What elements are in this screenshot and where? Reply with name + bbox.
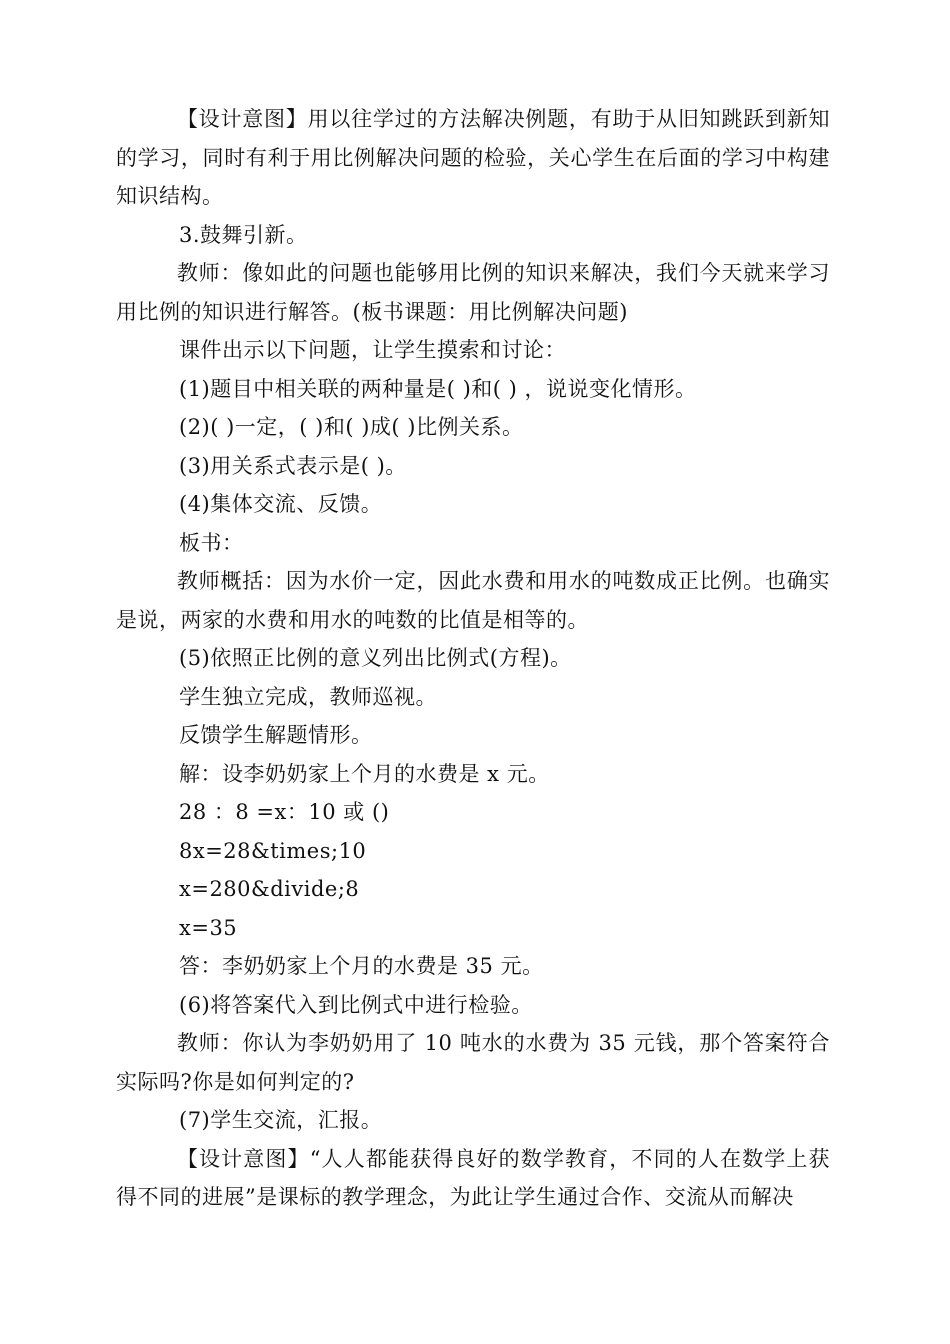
paragraph-board-note: 板书： bbox=[179, 530, 244, 555]
paragraph-courseware: 课件出示以下问题，让学生摸索和讨论： bbox=[179, 338, 566, 362]
paragraph-equation-result: x=35 bbox=[179, 915, 238, 940]
paragraph-solution-setup: 解：设李奶奶家上个月的水费是 x 元。 bbox=[179, 761, 550, 786]
paragraph-design-intent-1: 【设计意图】用以往学过的方法解决例题，有助于从旧知跳跃到新知的学习，同时有利于用比例解决问题的检验，关心学生在后面的学习中构建知识结构。 bbox=[116, 107, 830, 208]
paragraph-question-5: (5)依照正比例的意义列出比例式(方程)。 bbox=[179, 646, 572, 670]
paragraph-answer: 答：李奶奶家上个月的水费是 35 元。 bbox=[179, 954, 544, 978]
paragraph-question-6: (6)将答案代入到比例式中进行检验。 bbox=[179, 992, 533, 1017]
paragraph-equation-times: 8x=28&times;10 bbox=[179, 838, 367, 863]
paragraph-question-4: (4)集体交流、反馈。 bbox=[179, 492, 383, 516]
paragraph-equation-divide: x=280&divide;8 bbox=[179, 877, 360, 901]
paragraph-teacher-check: 教师：你认为李奶奶用了 10 吨水的水费为 35 元钱，那个答案符合实际吗?你是如何判定的? bbox=[116, 1031, 830, 1094]
document-body bbox=[116, 100, 830, 1217]
paragraph-feedback: 反馈学生解题情形。 bbox=[179, 723, 373, 747]
paragraph-question-2: (2)( )一定，( )和( )成( )比例关系。 bbox=[179, 415, 524, 439]
paragraph-students-solve: 学生独立完成，教师巡视。 bbox=[179, 684, 437, 709]
paragraph-question-1: (1)题目中相关联的两种量是( )和( ) ，说说变化情形。 bbox=[179, 376, 697, 401]
paragraph-question-3: (3)用关系式表示是( )。 bbox=[179, 453, 407, 478]
paragraph-teacher-summary: 教师概括：因为水价一定，因此水费和用水的吨数成正比例。也确实是说，两家的水费和用水的吨数的比值是相等的。 bbox=[116, 569, 830, 632]
paragraph-equation-ratio: 28 ：8 =x：10 或 () bbox=[179, 800, 390, 824]
paragraph-teacher-intro: 教师：像如此的问题也能够用比例的知识来解决，我们今天就来学习用比例的知识进行解答。(板书课题：用比例解决问题) bbox=[116, 261, 830, 324]
paragraph-step-3: 3.鼓舞引新。 bbox=[179, 222, 308, 247]
paragraph-design-intent-2: 【设计意图】“人人都能获得良好的数学教育，不同的人在数学上获得不同的进展”是课标的教学理念，为此让学生通过合作、交流从而解决 bbox=[116, 1146, 830, 1209]
paragraph-question-7: (7)学生交流，汇报。 bbox=[179, 1108, 383, 1132]
